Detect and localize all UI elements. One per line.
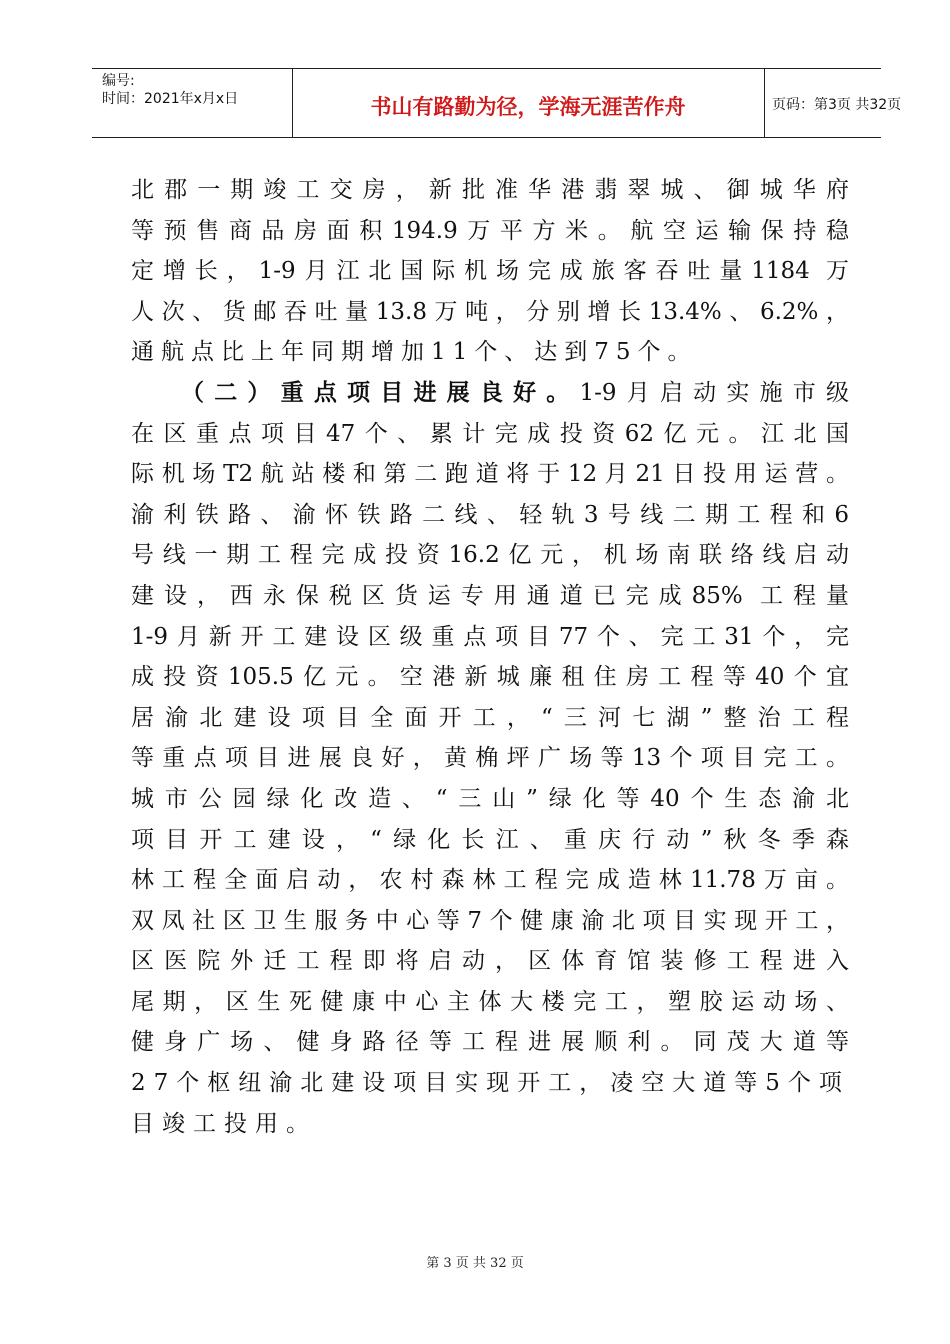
body-line: 号线一期工程完成投资16.2亿元，机场南联络线启动: [131, 542, 849, 569]
section-heading: （二）重点项目进展良好。: [181, 378, 580, 406]
body-line: 1-9月新开工建设区级重点项目77个、完工31个，完: [131, 623, 849, 650]
section-lead-text: 1-9月启动实施市级: [579, 379, 849, 406]
body-line: 定增长，1-9月江北国际机场完成旅客吞吐量1184 万: [131, 258, 849, 285]
body-line: 际机场T2航站楼和第二跑道将于12月21日投用运营。: [131, 461, 849, 488]
body-line: 北郡一期竣工交房，新批准华港翡翠城、御城华府: [131, 177, 849, 203]
body-line: 人次、货邮吞吐量13.8万吨，分别增长13.4%、6.2%，: [131, 298, 849, 325]
header-motto: 书山有路勤为径，学海无涯苦作舟: [370, 95, 686, 119]
body-line: 等重点项目进展良好，黄桷坪广场等13个项目完工。: [131, 745, 849, 772]
body-line: 通航点比上年同期增加11个、达到75个。: [131, 339, 698, 366]
page-footer: 第 3 页 共 32 页: [426, 1256, 524, 1271]
body-line: 健身广场、健身路径等工程进展顺利。同茂大道等: [131, 1029, 849, 1056]
body-line: 建设，西永保税区货运专用通道已完成85% 工程量: [131, 582, 849, 609]
document-header: [92, 68, 902, 138]
document-time-label: 时间：2021年x月x日: [102, 91, 239, 107]
header-meta-cell: [92, 69, 293, 137]
body-line: 渝利铁路、渝怀铁路二线、轻轨3号线二期工程和6: [131, 501, 849, 528]
header-page-info: 页码：第3页 共32页: [772, 97, 902, 113]
body-line: 双凤社区卫生服务中心等7个健康渝北项目实现开工，: [131, 907, 849, 934]
document-number-label: 编号:: [102, 73, 135, 89]
header-motto-cell: [292, 69, 765, 137]
body-line: 居渝北建设项目全面开工，“三河七湖”整治工程: [131, 704, 849, 731]
body-line: 城市公园绿化改造、“三山”绿化等40个生态渝北: [131, 785, 849, 812]
body-line: 目竣工投用。: [131, 1110, 317, 1137]
header-page-cell: [764, 69, 902, 137]
body-line: 27个枢纽渝北建设项目实现开工，凌空大道等5个项: [131, 1070, 850, 1097]
body-line: 尾期，区生死健康中心主体大楼完工，塑胶运动场、: [131, 988, 849, 1015]
document-body: [131, 170, 849, 1144]
body-line: 成投资105.5亿元。空港新城廉租住房工程等40个宜: [131, 664, 849, 691]
body-line: 项目开工建设，“绿化长江、重庆行动”秋冬季森: [131, 826, 849, 853]
body-line: 林工程全面启动，农村森林工程完成造林11.78万亩。: [131, 867, 849, 894]
body-line: 等预售商品房面积194.9万平方米。航空运输保持稳: [131, 217, 849, 244]
body-line: 区医院外迁工程即将启动，区体育馆装修工程进入: [131, 948, 849, 975]
section-heading-line: [131, 373, 849, 414]
body-line: 在区重点项目47个、累计完成投资62亿元。江北国: [131, 420, 849, 447]
